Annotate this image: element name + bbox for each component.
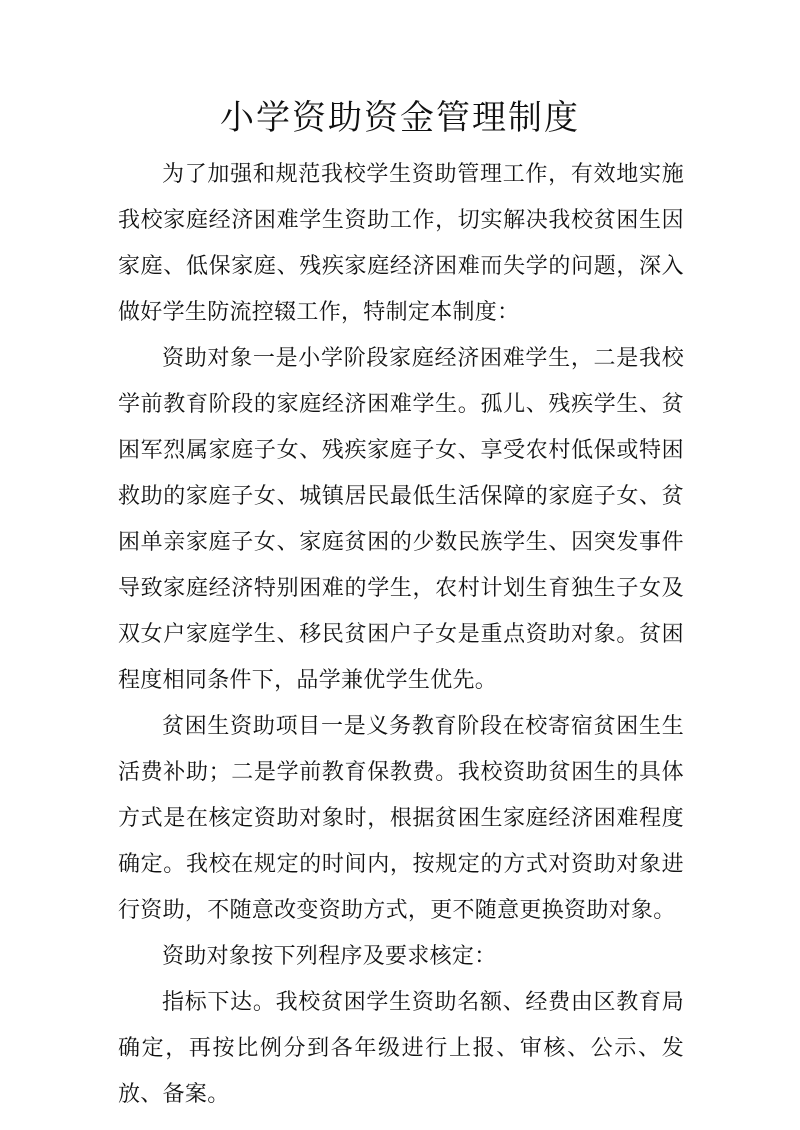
paragraph-procedure-heading: 资助对象按下列程序及要求核定：: [162, 944, 497, 969]
paragraph-quota-issuance: 指标下达。我校贫困学生资助名额、经费由区教育局确定，再按比例分到各年级进行上报、审核、公示、发放、备案。: [118, 990, 684, 1107]
paragraph-aid-recipients: 资助对象一是小学阶段家庭经济困难学生，二是我校学前教育阶段的家庭经济困难学生。孤儿、残疾学生、贫困军烈属家庭子女、残疾家庭子女、享受农村低保或特困救助的家庭子女、城镇居民最低生活保障的家庭子女、贫困单亲家庭子女、家庭贫困的少数民族学生、因突发事件导致家庭经济特别困难的学生，农村计划生育独生子女及双女户家庭学生、移民贫困户子女是重点资助对象。贫困程度相同条件下，品学兼优学生优先。: [118, 346, 684, 693]
paragraph-intro: 为了加强和规范我校学生资助管理工作，有效地实施我校家庭经济困难学生资助工作，切实解决我校贫困生因家庭、低保家庭、残疾家庭经济困难而失学的问题，深入做好学生防流控辍工作，特制定本制度：: [118, 162, 684, 325]
paragraph-aid-items: 贫困生资助项目一是义务教育阶段在校寄宿贫困生生活费补助；二是学前教育保教费。我校资助贫困生的具体方式是在核定资助对象时，根据贫困生家庭经济困难程度确定。我校在规定的时间内，按规定的方式对资助对象进行资助，不随意改变资助方式，更不随意更换资助对象。: [118, 714, 684, 923]
document-body: [118, 152, 684, 1118]
document-title: 小学资助资金管理制度: [220, 98, 580, 138]
